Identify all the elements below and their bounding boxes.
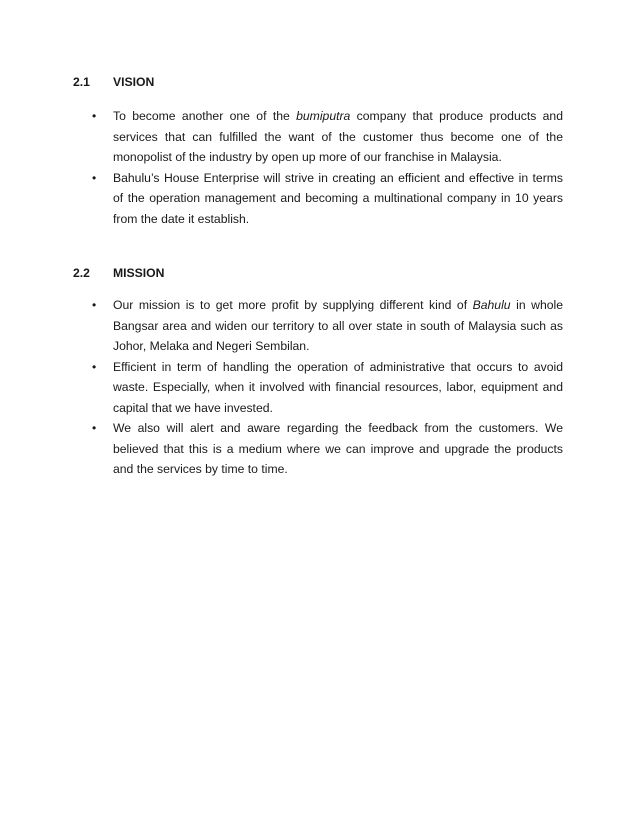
section-number: 2.2: [73, 266, 90, 280]
bullet-text: To become another one of the bumiputra company that produce products and services that can fulfilled the want of the customer thus become one of the monopolist of the industry by open up more of our franchise in Malaysia.: [113, 109, 563, 164]
bullet-text: Bahulu’s House Enterprise will strive in creating an efficient and effective in terms of the operation management and becoming a multinational company in 10 years from the date it establish.: [113, 170, 563, 226]
section-title: MISSION: [113, 266, 165, 280]
list-item: [0, 106, 563, 168]
bullet-icon: •: [92, 298, 97, 312]
bullet-text: We also will alert and aware regarding the feedback from the customers. We believed that this is a medium where we can improve and upgrade the products and the services by time to time.: [113, 421, 563, 476]
bullet-icon: •: [92, 359, 97, 374]
vision-bullet-list: [0, 106, 563, 229]
section-number: 2.1: [73, 75, 90, 89]
section-heading: [73, 265, 164, 281]
list-item: [0, 295, 563, 357]
mission-bullet-list: [0, 295, 563, 480]
bullet-text: Our mission is to get more profit by supplying different kind of Bahulu in whole Bangsar area and widen our territory to all over state in south of Malaysia such as Johor, Melaka and Negeri Sembilan.: [113, 298, 563, 353]
section-title: VISION: [113, 75, 155, 89]
list-item: [0, 418, 563, 480]
bullet-icon: •: [92, 170, 97, 185]
bullet-icon: •: [92, 109, 97, 123]
list-item: [0, 357, 563, 419]
bullet-text: Efficient in term of handling the operation of administrative that occurs to avoid waste. Especially, when it involved with financial resources, labor, equipment and capital that we have invested.: [113, 359, 563, 415]
section-heading: [73, 74, 154, 90]
bullet-icon: •: [92, 421, 97, 435]
list-item: [0, 168, 563, 230]
